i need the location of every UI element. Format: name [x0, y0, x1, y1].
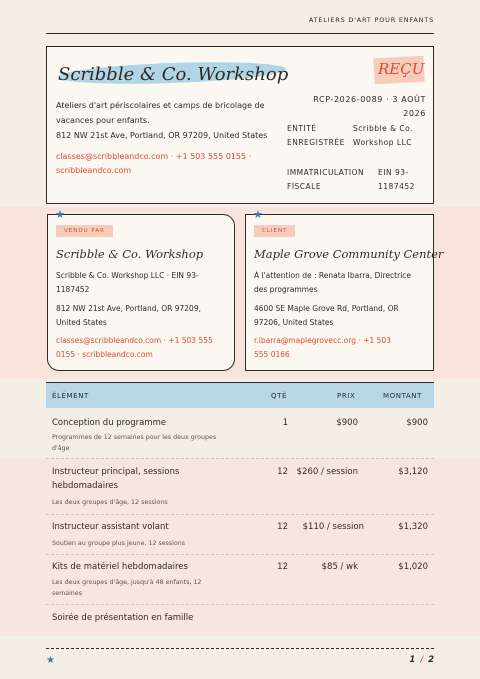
client-name: Maple Grove Community Center [254, 247, 444, 261]
page-current: 1 [409, 655, 416, 665]
seller-legal: Scribble & Co. Workshop LLC · EIN 93-1187452 [56, 271, 199, 294]
star-icon: ★ [46, 655, 55, 666]
row-price: $110 / session [302, 522, 364, 532]
footer-band [0, 636, 480, 679]
seller-name: Scribble & Co. Workshop [56, 247, 204, 261]
row-amount: $3,120 [398, 467, 428, 477]
row-item-name: Instructeur assistant volant [52, 522, 169, 532]
client-contact[interactable]: r.ibarra@maplegrovecc.org · +1 503 555 0166 [254, 336, 391, 359]
tax-label: IMMATRICULATION FISCALE [287, 168, 365, 191]
receipt-stamp: REÇU [378, 60, 425, 78]
seller-address: 812 NW 21st Ave, Portland, OR 97209, United States [56, 304, 201, 327]
brand-address: 812 NW 21st Ave, Portland, OR 97209, United States [56, 131, 268, 140]
row-separator [46, 458, 434, 459]
row-qty: 12 [277, 522, 288, 532]
row-item-desc: Les deux groupes d'âge, 12 sessions [52, 499, 168, 506]
brand-tagline: Ateliers d'art périscolaires et camps de bricolage de vacances pour enfants. [56, 101, 265, 125]
col-item: ÉLÉMENT [52, 392, 89, 400]
row-separator [46, 604, 434, 605]
row-separator [46, 554, 434, 555]
top-rule [46, 33, 434, 34]
client-tag: CLIENT [254, 225, 295, 237]
col-amount: MONTANT [383, 392, 423, 400]
page-number [409, 655, 434, 665]
client-attention: À l'attention de : Renata Ibarra, Directrice des programmes [254, 271, 412, 294]
row-amount: $1,020 [398, 562, 428, 572]
row-amount: $1,320 [398, 522, 428, 532]
brand-contact[interactable]: classes@scribbleandco.com · +1 503 555 0155 · scribbleandco.com [56, 152, 252, 175]
row-item-desc: Les deux groupes d'âge, jusqu'à 48 enfants, 12 semaines [52, 579, 202, 597]
footer-rule [46, 648, 434, 649]
row-item-desc: Soutien au groupe plus jeune, 12 sessions [52, 540, 186, 547]
entity-value: Scribble & Co. Workshop LLC [353, 124, 413, 147]
col-qty: QTÉ [271, 392, 288, 400]
seller-contact[interactable]: classes@scribbleandco.com · +1 503 555 0155 · scribbleandco.com [56, 336, 213, 359]
row-item-name: Conception du programme [52, 418, 167, 428]
page-sep: / [420, 655, 424, 665]
star-icon: ★ [55, 208, 65, 221]
row-item-desc: Programmes de 12 semaines pour les deux groupes d'âge [52, 434, 217, 452]
tax-value: EIN 93-1187452 [378, 168, 415, 191]
top-category: ATELIERS D'ART POUR ENFANTS [308, 16, 434, 24]
row-price: $260 / session [296, 467, 358, 477]
row-item-name: Instructeur principal, sessions hebdomadaires [52, 467, 180, 491]
col-price: PRIX [337, 392, 356, 400]
row-amount: $900 [406, 418, 428, 428]
row-item-name: Soirée de présentation en famille [52, 613, 194, 623]
row-price: $900 [336, 418, 358, 428]
entity-label: ENTITÉ ENREGISTRÉE [287, 124, 345, 147]
row-price: $85 / wk [321, 562, 358, 572]
seller-tag: VENDU PAR [56, 225, 113, 237]
row-qty: 12 [277, 467, 288, 477]
table-header [46, 382, 434, 408]
row-qty: 1 [282, 418, 288, 428]
receipt-reference: RCP-2026-0089 · 3 AOÛT 2026 [313, 95, 426, 118]
page-total: 2 [428, 655, 434, 665]
client-address: 4600 SE Maple Grove Rd, Portland, OR 97206, United States [254, 304, 399, 327]
star-icon: ★ [253, 208, 263, 221]
row-qty: 12 [277, 562, 288, 572]
row-item-name: Kits de matériel hebdomadaires [52, 562, 188, 572]
row-separator [46, 514, 434, 515]
brand-name: Scribble & Co. Workshop [58, 64, 289, 85]
